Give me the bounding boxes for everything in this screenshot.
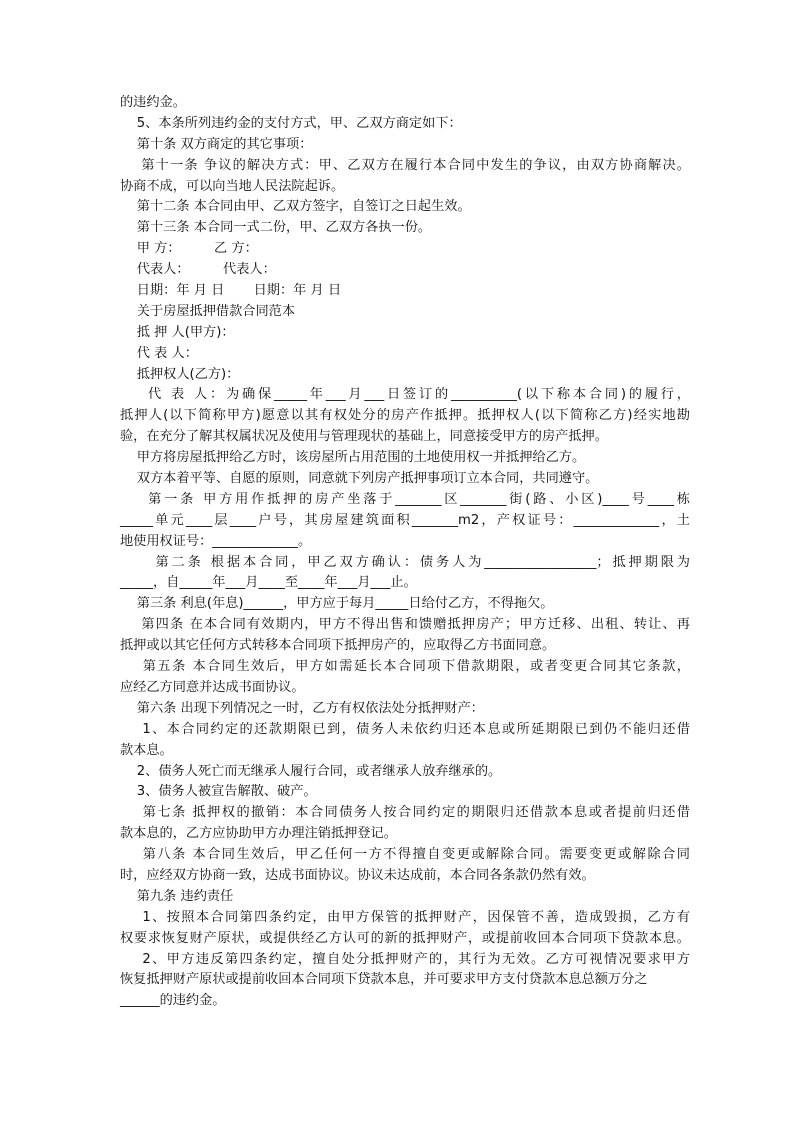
text-line: 2、甲方违反第四条约定，擅自处分抵押财产的，其行为无效。乙方可视情况要求甲方 [120, 951, 690, 967]
text-line: 关于房屋抵押借款合同范本 [120, 303, 296, 319]
text-line: 第八条 本合同生效后，甲乙任何一方不得擅自变更或解除合同。需要变更或解除合同 [120, 847, 690, 863]
text-line: 日期：年 月 日 日期：年 月 日 [120, 283, 342, 299]
text-line: 第二条 根据本合同，甲乙双方确认：债务人为_________________；抵押期限为 [120, 554, 690, 570]
text-line: 1、按照本合同第四条约定，由甲方保管的抵押财产，因保管不善，造成毁损，乙方有 [120, 909, 690, 925]
text-line: 1、本合同约定的还款期限已到，债务人未依约归还本息或所延期限已到仍不能归还借 [120, 721, 690, 737]
text-line: 甲 方： 乙 方： [120, 241, 258, 257]
text-line: 第七条 抵押权的撤销：本合同债务人按合同约定的期限归还借款本息或者提前归还借 [120, 805, 690, 821]
contract-text [120, 93, 690, 1012]
text-line: 权要求恢复财产原状，或提供经乙方认可的新的抵押财产，或提前收回本合同项下贷款本息。 [120, 930, 690, 946]
text-line: 抵押权人(乙方)： [120, 366, 240, 382]
text-line: 第一条 甲方用作抵押的房产坐落于_______区_______街(路、小区)____号____栋 [120, 491, 690, 507]
text-line: 地使用权证号：_____________。 [120, 533, 312, 549]
text-line: 第五条 本合同生效后，甲方如需延长本合同项下借款期限，或者变更合同其它条款， [120, 659, 690, 675]
text-line: 第三条 利息(年息)______，甲方应于每月_____日给付乙方，不得拖欠。 [120, 596, 554, 612]
text-line: 第十二条 本合同由甲、乙双方签字，自签订之日起生效。 [120, 199, 471, 215]
text-line: 第十条 双方商定的其它事项： [120, 136, 313, 152]
text-line: 代表人： 代表人： [120, 262, 276, 278]
text-line: 3、债务人被宣告解散、破产。 [120, 784, 317, 800]
text-line: 第十三条 本合同一式二份，甲、乙双方各执一份。 [120, 220, 432, 236]
text-line: 双方本着平等、自愿的原则，同意就下列房产抵押事项订立本合同，共同遵守。 [120, 471, 599, 487]
text-line: _____单元____层____户号，其房屋建筑面积_______m2，产权证号：_____________，土 [120, 512, 690, 528]
text-line: 协商不成，可以向当地人民法院起诉。 [120, 178, 345, 194]
text-line: 款本息。 [120, 742, 173, 758]
text-line: 第六条 出现下列情况之一时，乙方有权依法处分抵押财产： [120, 700, 484, 716]
text-line: 款本息的，乙方应协助甲方办理注销抵押登记。 [120, 826, 397, 842]
text-line: ______的违约金。 [120, 993, 226, 1009]
text-line: 抵 押 人(甲方)： [120, 324, 235, 340]
text-line: 恢复抵押财产原状或提前收回本合同项下贷款本息，并可要求甲方支付贷款本息总额万分之 [120, 972, 648, 988]
text-line: 抵押人(以下简称甲方)愿意以其有权处分的房产作抵押。抵押权人(以下简称乙方)经实地勘 [120, 408, 690, 424]
text-line: 验，在充分了解其权属状况及使用与管理现状的基础上，同意接受甲方的房产抵押。 [120, 429, 608, 445]
text-line: 第四条 在本合同有效期内，甲方不得出售和馈赠抵押房产；甲方迁移、出租、转让、再 [120, 617, 690, 633]
text-line: 第十一条 争议的解决方式：甲、乙双方在履行本合同中发生的争议，由双方协商解决。 [120, 157, 690, 173]
text-line: _____，自_____年___月____至____年___月___止。 [120, 575, 417, 591]
text-line: 时，应经双方协商一致，达成书面协议。协议未达成前，本合同各条款仍然有效。 [120, 867, 595, 883]
text-line: 代 表 人： [120, 345, 198, 361]
text-line: 甲方将房屋抵押给乙方时，该房屋所占用范围的土地使用权一并抵押给乙方。 [120, 450, 586, 466]
text-line: 代 表 人：为确保_____年___月___日签订的__________(以下称本合同)的履行， [120, 387, 690, 403]
text-line: 2、债务人死亡而无继承人履行合同，或者继承人放弃继承的。 [120, 763, 502, 779]
text-line: 应经乙方同意并达成书面协议。 [120, 679, 305, 695]
text-line: 5、本条所列违约金的支付方式，甲、乙双方商定如下： [120, 115, 462, 131]
text-line: 的违约金。 [120, 95, 186, 110]
text-line: 抵押或以其它任何方式转移本合同项下抵押房产的，应取得乙方书面同意。 [120, 638, 556, 654]
text-line: 第九条 违约责任 [120, 888, 234, 904]
